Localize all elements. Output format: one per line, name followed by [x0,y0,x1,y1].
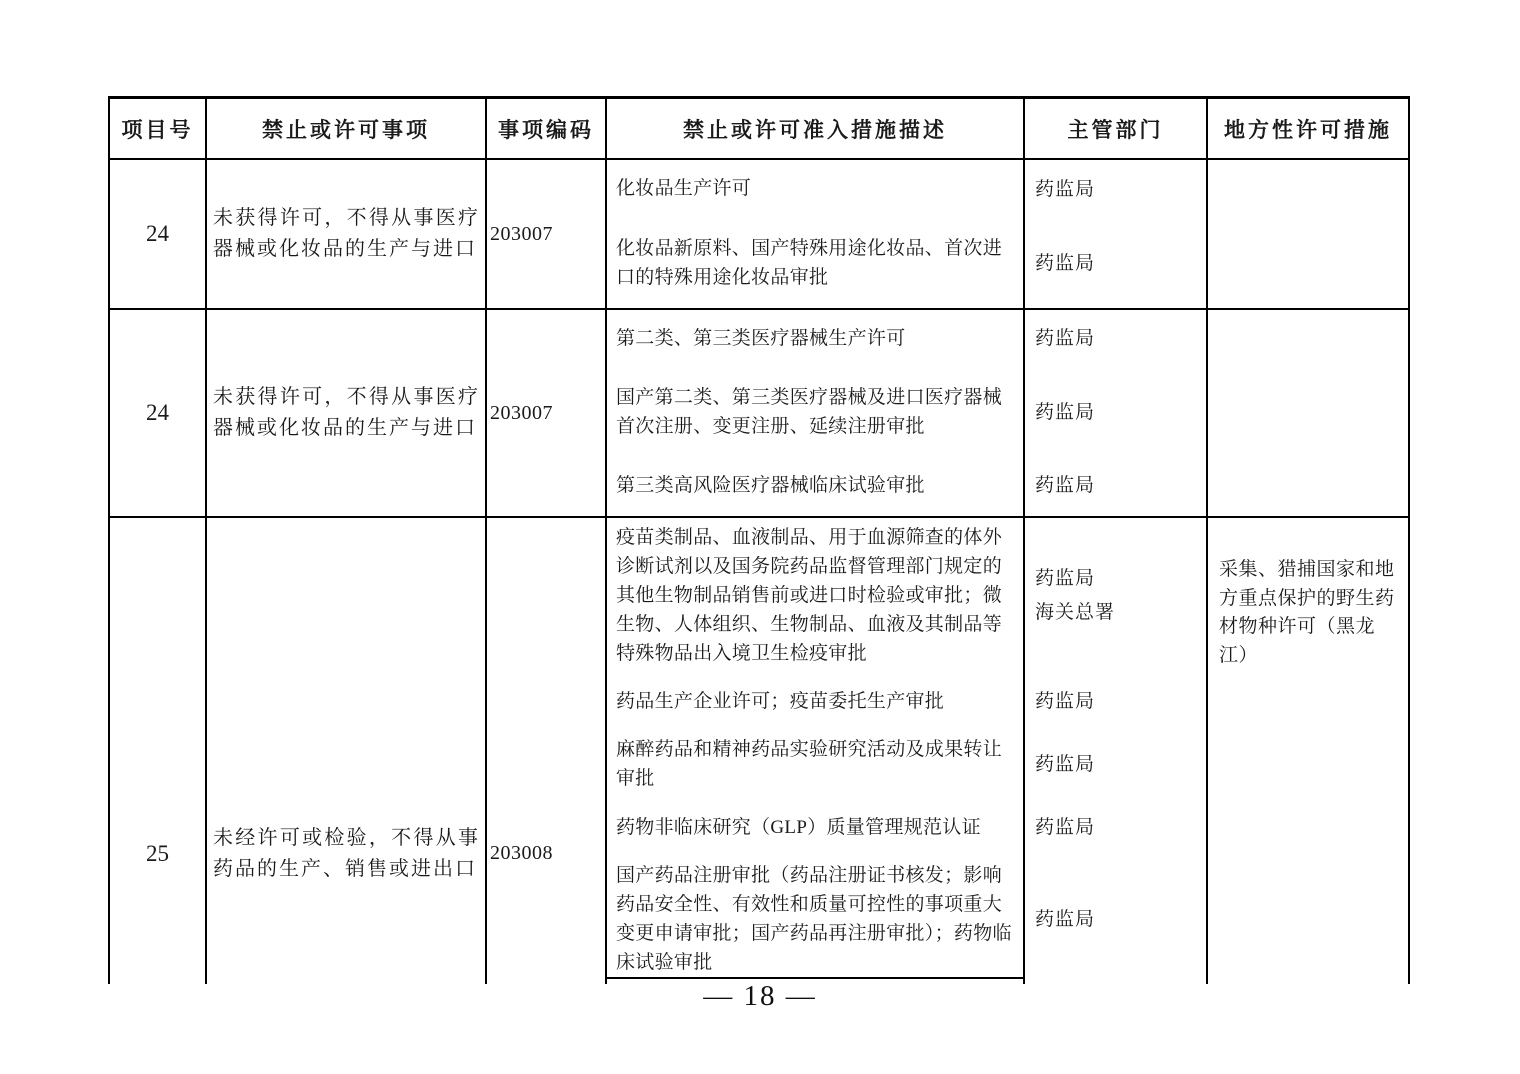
measure-description: 第三类高风险医疗器械临床试验审批 [616,475,925,497]
measure-subrow [607,856,1206,984]
column-header: 事项编码 [487,99,607,158]
measure-subrow [607,730,1206,800]
measure-description-cell [607,457,1025,516]
department-name: 药监局 [1035,908,1096,930]
measure-department-cell [1025,518,1206,674]
local-measure-text: 采集、猎捕国家和地方重点保护的野生药材物种许可（黑龙江） [1219,559,1395,666]
measure-department-cell [1025,856,1206,984]
measure-description: 国产第二类、第三类医疗器械及进口医疗器械首次注册、变更注册、延续注册审批 [616,387,1003,437]
matter-text: 未获得许可，不得从事医疗器械或化妆品的生产与进口 [213,386,480,439]
matter-cell [207,518,487,984]
table-row [110,160,1408,310]
measure-description-cell [607,160,1025,220]
measure-department-cell [1025,310,1206,369]
local-measures-cell [1208,310,1408,516]
measure-description-cell [607,856,1025,984]
negative-list-table [108,96,1410,984]
department-name: 药监局 [1035,178,1096,200]
measure-description: 麻醉药品和精神药品实验研究活动及成果转让审批 [616,739,1003,790]
code-cell [487,518,607,984]
measure-subrow [607,518,1206,674]
code-cell [487,160,607,308]
table-header-row [110,99,1408,160]
measure-description-cell [607,674,1025,730]
item-number-cell [110,160,207,308]
measure-description-cell [607,800,1025,856]
measure-department-cell [1025,800,1206,856]
measure-subrow [607,220,1206,308]
department-name: 药监局 [1035,691,1096,713]
item-number-cell [110,518,207,984]
column-header: 主管部门 [1025,99,1208,158]
measure-subrow [607,457,1206,516]
measure-department-cell [1025,674,1206,730]
measure-subrow [607,310,1206,369]
measure-subrow [607,800,1206,856]
measure-description: 化妆品生产许可 [616,178,752,200]
measure-description: 疫苗类制品、血液制品、用于血源筛查的体外诊断试剂以及国务院药品监督管理部门规定的其他生物制品销售前或进口时检验或审批；微生物、人体组织、生物制品、血液及其制品等特殊物品出入境卫生检疫审批 [616,527,1003,664]
measure-description-cell [607,310,1025,369]
item-code: 203007 [490,401,553,424]
page-number: — 18 — [703,980,817,1012]
measure-subrow [607,160,1206,220]
item-number: 25 [146,840,169,866]
column-header: 项目号 [110,99,207,158]
measure-description: 国产药品注册审批（药品注册证书核发；影响药品安全性、有效性和质量可控性的事项重大变更申请审批；国产药品再注册审批）；药物临床试验审批 [616,865,1012,973]
measure-description-cell [607,369,1025,457]
matter-cell [207,160,487,308]
table-row [110,310,1408,518]
department-name: 药监局 [1035,568,1096,589]
department-name: 药监局 [1035,401,1096,423]
code-cell [487,310,607,516]
measure-description-cell [607,730,1025,800]
matter-text: 未获得许可，不得从事医疗器械或化妆品的生产与进口 [213,207,480,260]
department-name: 海关总署 [1035,602,1116,624]
department-name: 药监局 [1035,328,1096,350]
matter-text: 未经许可或检验，不得从事药品的生产、销售或进出口 [213,826,480,880]
column-header: 禁止或许可事项 [207,99,487,158]
measure-description: 第二类、第三类医疗器械生产许可 [616,328,906,350]
measure-description: 药品生产企业许可；疫苗委托生产审批 [616,690,945,712]
matter-cell [207,310,487,516]
local-measures-cell [1208,160,1408,308]
measure-department-cell [1025,369,1206,457]
item-code: 203008 [490,842,553,865]
item-number: 24 [146,221,169,246]
item-code: 203007 [490,222,553,245]
measures-section [607,160,1208,308]
measure-description: 药物非临床研究（GLP）质量管理规范认证 [616,816,981,838]
measure-department-cell [1025,220,1206,308]
measure-subrow [607,369,1206,457]
measures-section [607,310,1208,516]
measure-subrow [607,674,1206,730]
measures-section [607,518,1208,984]
department-name: 药监局 [1035,754,1096,776]
measure-description: 化妆品新原料、国产特殊用途化妆品、首次进口的特殊用途化妆品审批 [616,237,1003,288]
local-measures-cell [1208,518,1408,984]
measure-department-cell [1025,730,1206,800]
measure-description-cell [607,518,1025,674]
department-name: 药监局 [1035,475,1096,497]
item-number: 24 [146,400,169,425]
measure-department-cell [1025,457,1206,516]
department-name: 药监局 [1035,252,1096,274]
column-header: 禁止或许可准入措施描述 [607,99,1025,158]
measure-department-cell [1025,160,1206,220]
table-row [110,518,1408,984]
department-name: 药监局 [1035,817,1096,839]
measure-description-cell [607,220,1025,308]
column-header: 地方性许可措施 [1224,117,1392,142]
item-number-cell [110,310,207,516]
